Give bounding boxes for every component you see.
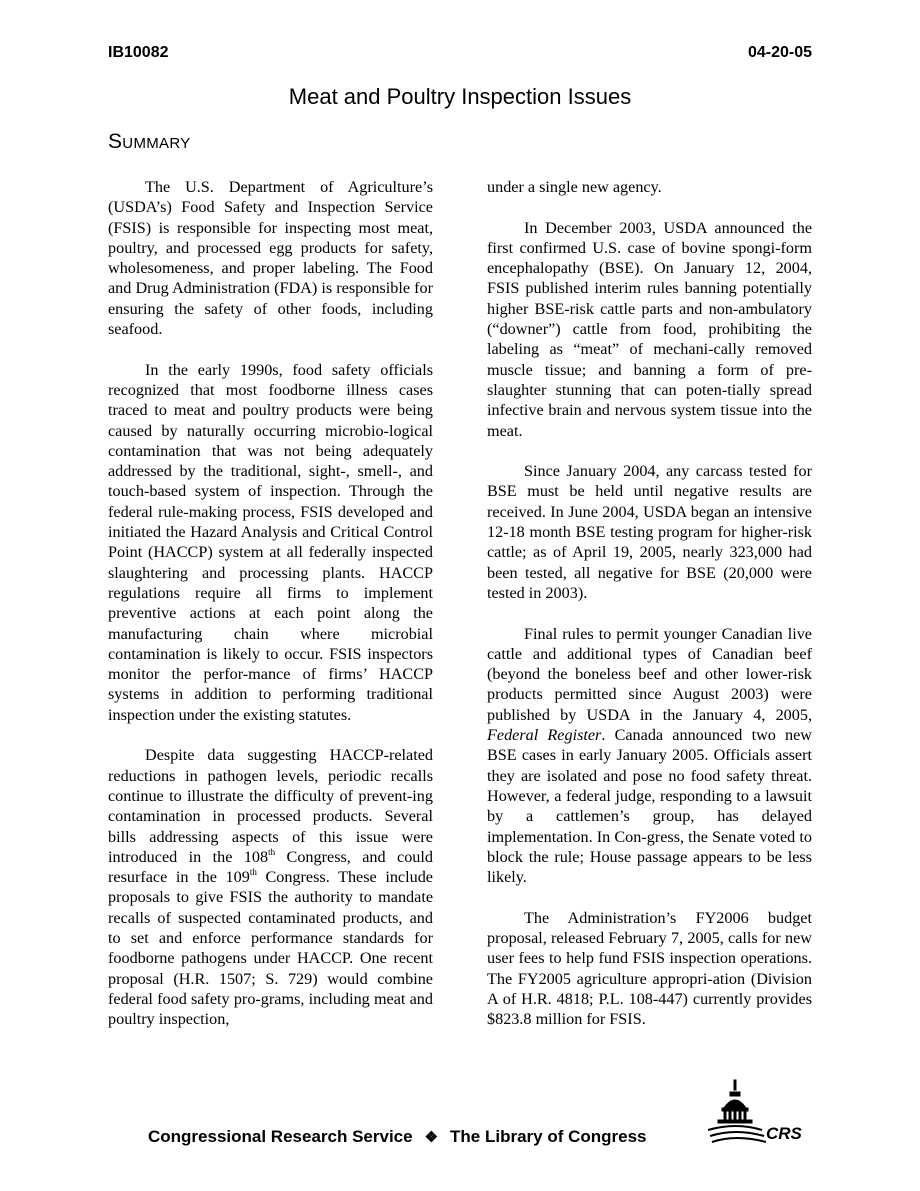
paragraph-fsis-responsibility: The U.S. Department of Agriculture’s (USDA’s) Food Safety and Inspection Service (FSIS) is responsible for inspecting most meat, poultry, and processed egg products for safety, wholesomeness, and proper labeling. The Food and Drug Administration (FDA) is responsible for ensuring the safety of other foods, including seafood. bbox=[108, 178, 433, 339]
text-segment: Despite data suggesting HACCP-related reductions in pathogen levels, periodic recalls continue to illustrate the difficulty of prevent-ing contamination in processed products. Several bills addressing aspects of this issue were introduced in the 108 bbox=[108, 746, 433, 866]
text-segment: . Canada announced two new BSE cases in early January 2005. Officials assert they are isolated and pose no food safety threat. However, a federal judge, responding to a lawsuit by a cattlemen’s group, has delayed implementation. In Con-gress, the Senate voted to block the rule; House passage appears to be less likely. bbox=[487, 726, 812, 887]
text-segment: Congress. These include proposals to give FSIS the authority to mandate recalls of suspected contaminated products, and to set and enforce performance standards for foodborne pathogens under HACCP. One recent proposal (H.R. 1507; S. 729) would combine federal food safety pro-grams, including meat and poultry inspection, bbox=[108, 868, 433, 1029]
paragraph-continuation: under a single new agency. bbox=[487, 178, 662, 196]
paragraph-budget: The Administration’s FY2006 budget proposal, released February 7, 2005, calls for new user fees to help fund FSIS inspection operations. The FY2005 agriculture appropri-ation (Division A of H.R. 4818; P.L. 108-447) currently provides $823.8 million for FSIS. bbox=[487, 908, 812, 1029]
superscript: th bbox=[249, 867, 257, 878]
crs-logo-text: CRS bbox=[766, 1124, 802, 1143]
federal-register-italic: Federal Register bbox=[487, 726, 602, 745]
diamond-separator-icon: ❖ bbox=[424, 1129, 439, 1146]
report-id: IB10082 bbox=[108, 44, 169, 61]
text-segment: Final rules to permit younger Canadian live cattle and additional types of Canadian beef (beyond the boneless beef and other lower-risk products permitted since August 2003) were published by USDA in the January 4, 2005, bbox=[487, 624, 812, 724]
right-column bbox=[487, 177, 812, 1050]
report-date: 04-20-05 bbox=[747, 44, 812, 61]
superscript: th bbox=[268, 846, 276, 857]
paragraph-bse-case: In December 2003, USDA announced the first confirmed U.S. case of bovine spongi-form encephalopathy (BSE). On January 12, 2004, FSIS published interim rules banning potentially higher BSE-risk cattle parts and non-ambulatory (“downer”) cattle from food, prohibiting the labeling as “meat” of mechani-cally removed muscle tissue; and banning a form of pre-slaughter stunning that can poten-tially spread infective brain and nervous system tissue into the meat. bbox=[487, 218, 812, 440]
footer-crs-name: Congressional Research Service bbox=[148, 1127, 413, 1146]
section-title: Summary bbox=[108, 130, 191, 153]
left-column bbox=[108, 177, 433, 1050]
footer bbox=[148, 1127, 647, 1147]
document-title: Meat and Poultry Inspection Issues bbox=[288, 84, 632, 109]
paragraph-bse-testing: Since January 2004, any carcass tested for BSE must be held until negative results are received. In June 2004, USDA began an intensive 12-18 month BSE testing program for higher-risk cattle; as of April 19, 2005, nearly 323,000 had been tested, all negative for BSE (20,000 were tested in 2003). bbox=[487, 462, 812, 602]
text-segment: Congress, and could resurface in the 109 bbox=[108, 847, 433, 887]
paragraph-haccp-background: In the early 1990s, food safety officials recognized that most foodborne illness cases traced to meat and poultry products were being caused by naturally occurring microbio-logical contamination that was not being adequately addressed by the traditional, sight-, smell-, and touch-based system of inspection. Through the federal rule-making process, FSIS developed and initiated the Hazard Analysis and Critical Control Point (HACCP) system at all federally inspected slaughtering and processing plants. HACCP regulations require all firms to implement preventive actions at each point along the manufacturing chain where microbial contamination is likely to occur. FSIS inspectors monitor the perfor-mance of firms’ HACCP systems in addition to performing traditional inspection under the existing statutes. bbox=[108, 360, 433, 724]
paragraph-recalls-legislation bbox=[108, 745, 433, 1029]
footer-library-name: The Library of Congress bbox=[450, 1127, 647, 1146]
paragraph-canadian-rules bbox=[487, 624, 812, 888]
